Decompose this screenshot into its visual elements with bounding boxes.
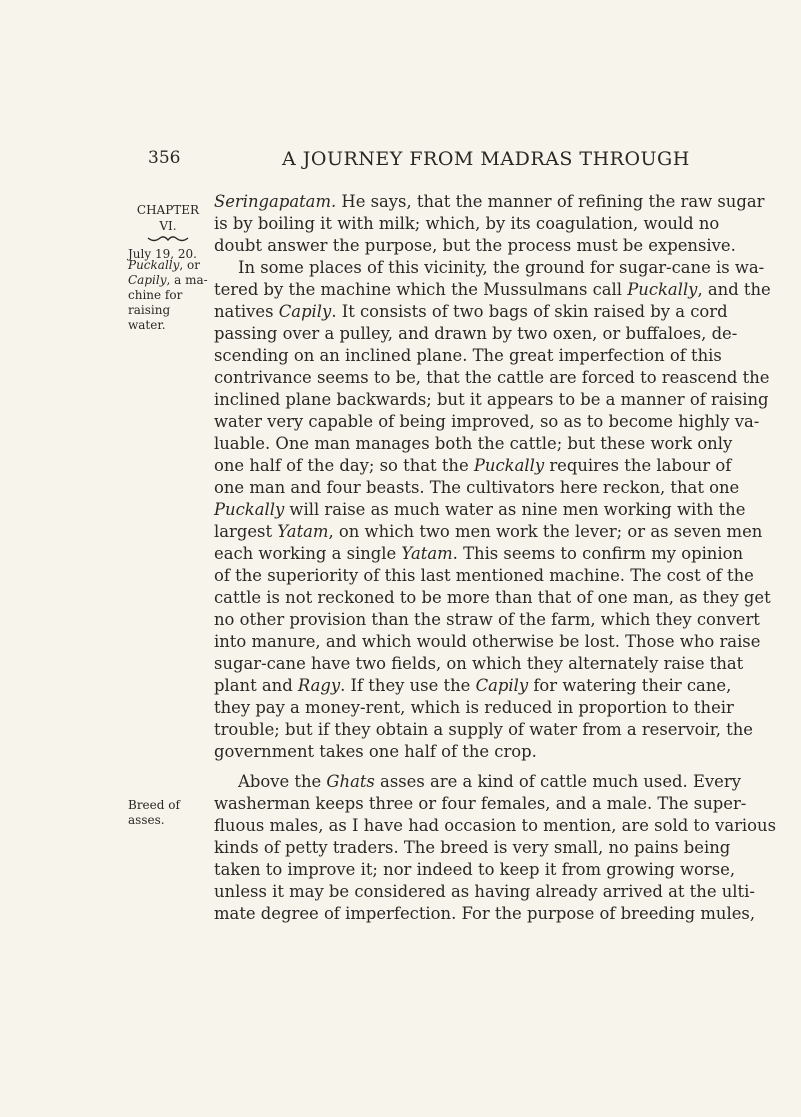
date-sidenote: July 19, 20. xyxy=(128,247,197,261)
running-title: A JOURNEY FROM MADRAS THROUGH xyxy=(282,148,690,170)
text-line: inclined plane backwards; but it appears to be a manner of raising xyxy=(214,390,769,409)
sidenote-text: , or xyxy=(179,258,200,272)
text-line: plant and Ragy. If they use the Capily for watering their cane, xyxy=(214,676,732,695)
sidenote-puckally xyxy=(128,258,208,333)
text-line: trouble; but if they obtain a supply of water from a reservoir, the xyxy=(214,720,753,739)
sidenote-term: Puckally xyxy=(128,258,180,272)
text-line: doubt answer the purpose, but the process must be expensive. xyxy=(214,236,736,255)
flourish-ornament xyxy=(146,235,190,243)
chapter-sidenote xyxy=(128,202,208,262)
text-line: of the superiority of this last mentioned machine. The cost of the xyxy=(214,566,754,585)
text-line: into manure, and which would otherwise be lost. Those who raise xyxy=(214,632,761,651)
text-line: fluous males, as I have had occasion to mention, are sold to various xyxy=(214,816,777,835)
text-line: kinds of petty traders. The breed is very small, no pains being xyxy=(214,838,731,857)
sidenote-text: raising water. xyxy=(128,303,171,332)
text-line: taken to improve it; nor indeed to keep it from growing worse, xyxy=(214,860,736,879)
text-line: government takes one half of the crop. xyxy=(214,742,537,761)
text-line: largest Yatam, on which two men work the lever; or as seven men xyxy=(214,522,763,541)
sidenote-text: , a ma- xyxy=(166,273,208,287)
text-line: they pay a money-rent, which is reduced in proportion to their xyxy=(214,698,734,717)
text-line: each working a single Yatam. This seems to confirm my opinion xyxy=(214,544,744,563)
chapter-number: VI. xyxy=(159,219,177,233)
sidenote-text: chine for xyxy=(128,288,183,302)
text-line: is by boiling it with milk; which, by its coagulation, would no xyxy=(214,214,720,233)
sidenote-text: Breed of xyxy=(128,798,180,812)
text-line: Above the Ghats asses are a kind of cattle much used. Every xyxy=(238,772,741,791)
text-line: one man and four beasts. The cultivators here reckon, that one xyxy=(214,478,740,497)
text-line: scending on an inclined plane. The great imperfection of this xyxy=(214,346,722,365)
sidenote-asses xyxy=(128,798,208,828)
text-line: water very capable of being improved, so as to become highly va- xyxy=(214,412,760,431)
text-line: luable. One man manages both the cattle; but these work only xyxy=(214,434,733,453)
text-line: contrivance seems to be, that the cattle are forced to reascend the xyxy=(214,368,770,387)
sidenote-text: asses. xyxy=(128,813,165,827)
text-line: passing over a pulley, and drawn by two oxen, or buffaloes, de- xyxy=(214,324,738,343)
sidenote-term: Capily xyxy=(128,273,167,287)
text-line: cattle is not reckoned to be more than that of one man, as they get xyxy=(214,588,771,607)
text-line: washerman keeps three or four females, and a male. The super- xyxy=(214,794,747,813)
text-line: one half of the day; so that the Puckally requires the labour of xyxy=(214,456,732,475)
text-line: Puckally will raise as much water as nine men working with the xyxy=(214,500,746,519)
text-line: natives Capily. It consists of two bags of skin raised by a cord xyxy=(214,302,728,321)
chapter-label: CHAPTER xyxy=(136,203,200,217)
text-line: no other provision than the straw of the farm, which they convert xyxy=(214,610,760,629)
text-line: sugar-cane have two fields, on which they alternately raise that xyxy=(214,654,744,673)
text-line: tered by the machine which the Mussulmans call Puckally, and the xyxy=(214,280,771,299)
text-line: mate degree of imperfection. For the purpose of breeding mules, xyxy=(214,904,756,923)
text-line: In some places of this vicinity, the ground for sugar-cane is wa- xyxy=(238,258,765,277)
page-number: 356 xyxy=(148,148,181,168)
text-line: Seringapatam. He says, that the manner of refining the raw sugar xyxy=(214,192,765,211)
text-line: unless it may be considered as having already arrived at the ulti- xyxy=(214,882,755,901)
